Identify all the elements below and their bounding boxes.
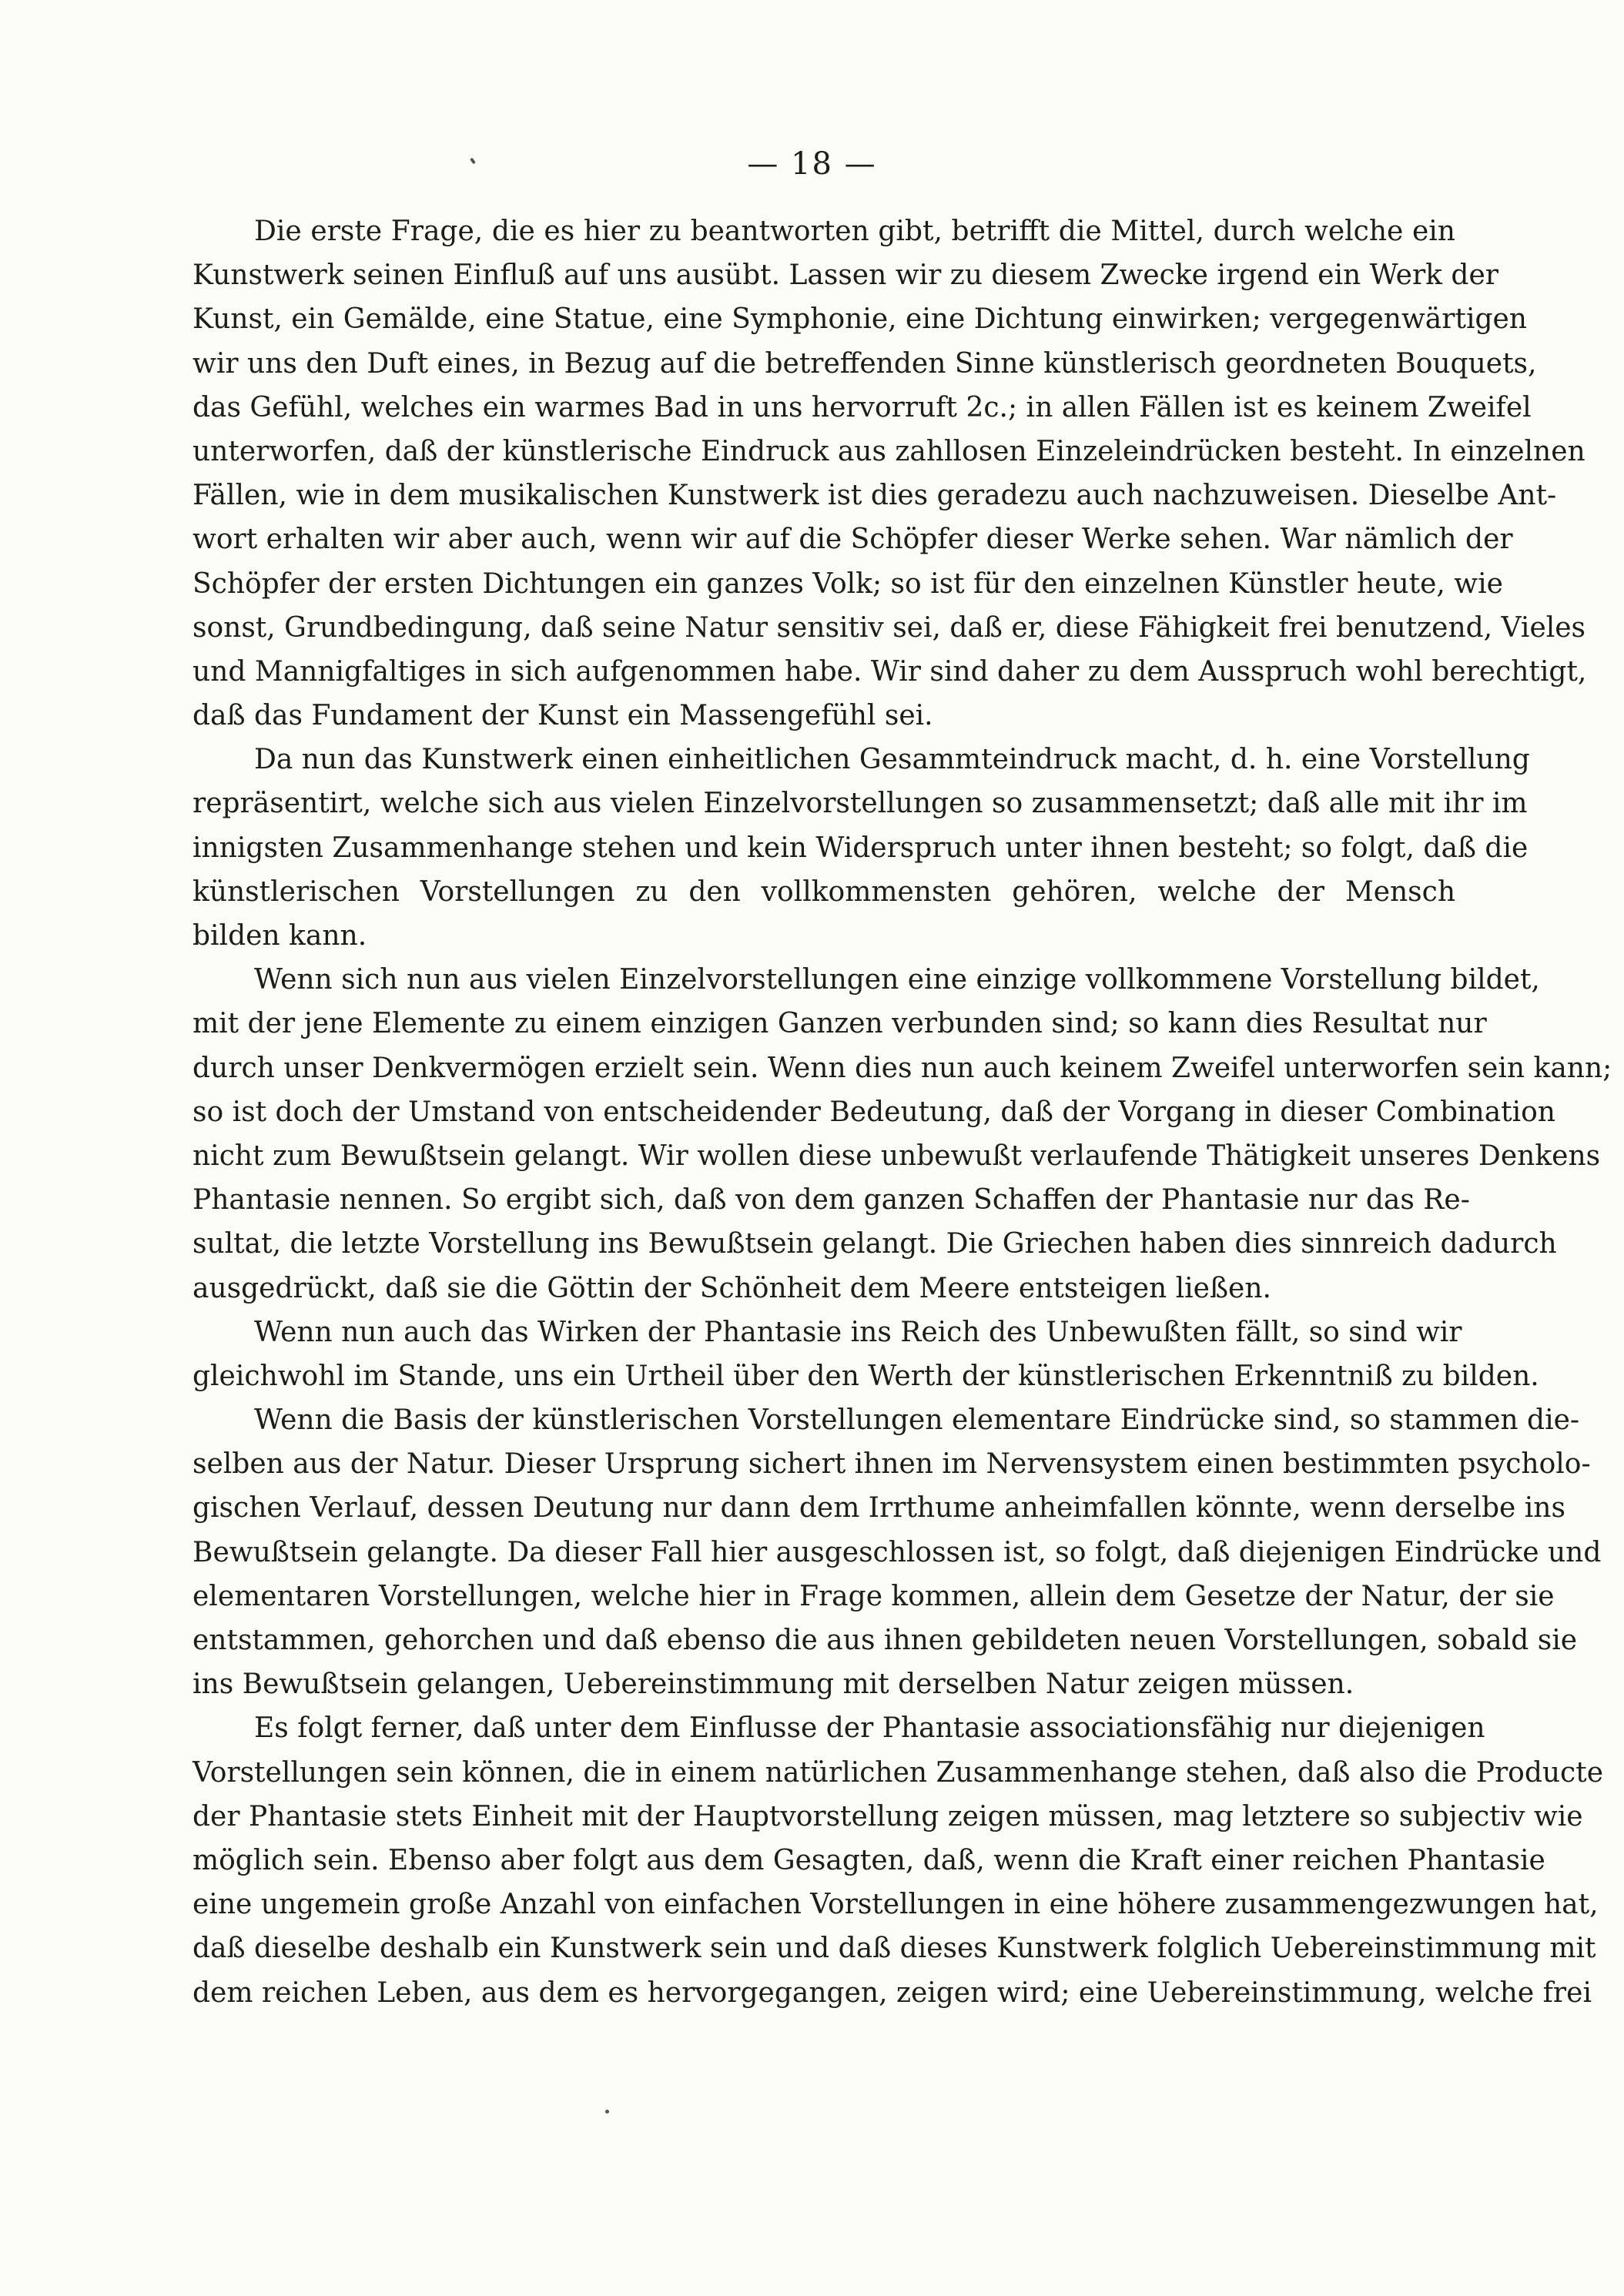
text-line: gischen Verlauf, dessen Deutung nur dann dem Irrthume anheimfallen könnte, wenn derselbe ins [193,1492,1565,1525]
text-line: das Gefühl, welches ein warmes Bad in uns hervorruft 2c.; in allen Fällen ist es keinem Zweifel [193,391,1532,423]
text-line: Phantasie nennen. So ergibt sich, daß von dem ganzen Schaffen der Phantasie nur das Re- [193,1184,1470,1217]
text-line: selben aus der Natur. Dieser Ursprung sichert ihnen im Nervensystem einen bestimmten psycholo- [193,1448,1591,1481]
text-line: Wenn nun auch das Wirken der Phantasie ins Reich des Unbewußten fällt, so sind wir [254,1316,1462,1348]
text-line: elementaren Vorstellungen, welche hier in Frage kommen, allein dem Gesetze der Natur, der sie [193,1580,1555,1612]
text-line: Kunstwerk seinen Einfluß auf uns ausübt. Lassen wir zu diesem Zwecke irgend ein Werk der [193,259,1498,292]
text-line: der Phantasie stets Einheit mit der Hauptvorstellung zeigen müssen, mag letztere so subjectiv wie [193,1800,1583,1832]
text-line: sonst, Grundbedingung, daß seine Natur sensitiv sei, daß er, diese Fähigkeit frei benutzend, Vieles [193,611,1586,644]
text-line: dem reichen Leben, aus dem es hervorgegangen, zeigen wird; eine Uebereinstimmung, welche frei [193,1976,1592,2009]
text-line: Schöpfer der ersten Dichtungen ein ganzes Volk; so ist für den einzelnen Künstler heute, wie [193,567,1503,600]
text-line: Die erste Frage, die es hier zu beantworten gibt, betrifft die Mittel, durch welche ein [254,216,1455,247]
text-line: Fällen, wie in dem musikalischen Kunstwerk ist dies geradezu auch nachzuweisen. Dieselbe Ant- [193,480,1557,512]
text-line: so ist doch der Umstand von entscheidender Bedeutung, daß der Vorgang in dieser Combination [193,1096,1555,1128]
text-line: Wenn die Basis der künstlerischen Vorstellungen elementare Eindrücke sind, so stammen die- [254,1404,1580,1437]
text-line: Vorstellungen sein können, die in einem natürlichen Zusammenhange stehen, daß also die Producte [193,1756,1603,1789]
text-line: künstlerischen Vorstellungen zu den vollkommensten gehören, welche der Mensch [193,875,1455,908]
text-line: eine ungemein große Anzahl von einfachen Vorstellungen in eine höhere zusammengezwungen hat, [193,1889,1599,1921]
text-line: bilden kann. [193,920,367,952]
text-line: Wenn sich nun aus vielen Einzelvorstellungen eine einzige vollkommene Vorstellung bildet, [254,964,1540,996]
text-line: Es folgt ferner, daß unter dem Einflusse der Phantasie associationsfähig nur diejenigen [254,1712,1485,1745]
text-line: und Mannigfaltiges in sich aufgenommen habe. Wir sind daher zu dem Ausspruch wohl berechtigt, [193,655,1587,688]
text-line: wir uns den Duft eines, in Bezug auf die betreffenden Sinne künstlerisch geordneten Bouquets, [193,347,1537,380]
text-line: sultat, die letzte Vorstellung ins Bewußtsein gelangt. Die Griechen haben dies sinnreich dadurch [193,1228,1557,1260]
text-line: ins Bewußtsein gelangen, Uebereinstimmung mit derselben Natur zeigen müssen. [193,1668,1354,1701]
text-line: Da nun das Kunstwerk einen einheitlichen Gesammteindruck macht, d. h. eine Vorstellung [254,744,1530,776]
ink-speck [605,2110,609,2114]
text-line: Bewußtsein gelangte. Da dieser Fall hier ausgeschlossen ist, so folgt, daß diejenigen Eindrücke und [193,1536,1602,1568]
text-line: gleichwohl im Stande, uns ein Urtheil über den Werth der künstlerischen Erkenntniß zu bilden. [193,1360,1539,1392]
body-text [193,209,1612,2015]
text-line: möglich sein. Ebenso aber folgt aus dem Gesagten, daß, wenn die Kraft einer reichen Phantasie [193,1844,1545,1876]
text-line: entstammen, gehorchen und daß ebenso die aus ihnen gebildeten neuen Vorstellungen, sobald sie [193,1625,1578,1656]
text-line: wort erhalten wir aber auch, wenn wir auf die Schöpfer dieser Werke sehen. War nämlich der [193,524,1513,556]
text-line: nicht zum Bewußtsein gelangt. Wir wollen diese unbewußt verlaufende Thätigkeit unseres Denkens [193,1140,1601,1172]
text-line: unterworfen, daß der künstlerische Eindruck aus zahllosen Einzeleindrücken besteht. In einzelnen [193,435,1585,467]
text-line: durch unser Denkvermögen erzielt sein. Wenn dies nun auch keinem Zweifel unterworfen sein kann; [193,1052,1612,1084]
text-line: ausgedrückt, daß sie die Göttin der Schönheit dem Meere entsteigen ließen. [193,1272,1271,1304]
text-line: daß das Fundament der Kunst ein Massengefühl sei. [193,700,933,732]
text-line: mit der jene Elemente zu einem einzigen Ganzen verbunden sind; so kann dies Resultat nur [193,1008,1487,1040]
text-line: daß dieselbe deshalb ein Kunstwerk sein und daß dieses Kunstwerk folglich Uebereinstimmung mit [193,1933,1596,1965]
text-line: repräsentirt, welche sich aus vielen Einzelvorstellungen so zusammensetzt; daß alle mit ihr im [193,788,1528,820]
page-number: — 18 — [747,146,877,182]
text-line: Kunst, ein Gemälde, eine Statue, eine Symphonie, eine Dichtung einwirken; vergegenwärtigen [193,303,1527,336]
text-line: innigsten Zusammenhange stehen und kein Widerspruch unter ihnen besteht; so folgt, daß die [193,832,1529,864]
